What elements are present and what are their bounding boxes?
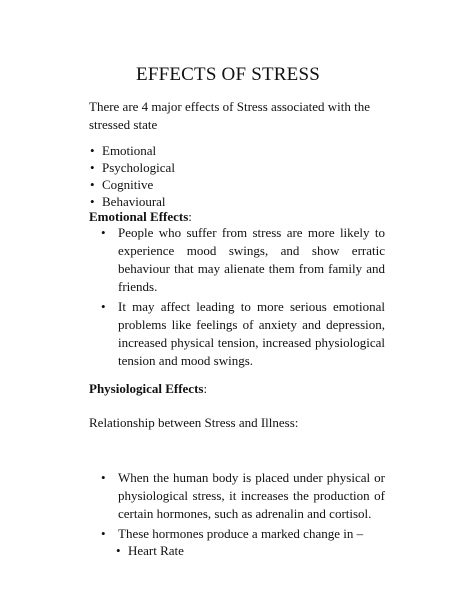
physiological-effects-heading: Physiological Effects: — [89, 381, 208, 396]
bullet-icon: • — [101, 526, 106, 541]
list-item: • People who suffer from stress are more likely to experience mood swings, and show erratic behaviour that may alienate them from family and friends. — [101, 225, 385, 294]
bullet-icon: • — [101, 470, 106, 485]
list-item: • It may affect leading to more serious emotional problems like feelings of anxiety and depression, increased physical tension, increased physiological tension and mood swings. — [101, 299, 385, 368]
bullet-icon: • — [90, 160, 95, 175]
list-item: • When the human body is placed under physical or physiological stress, it increases the production of certain hormones, such as adrenalin and cortisol. — [101, 470, 385, 521]
relationship-line: Relationship between Stress and Illness: — [89, 415, 299, 430]
list-item: • Emotional — [90, 143, 157, 158]
list-item: • Heart Rate — [116, 543, 184, 558]
major-effects-list — [90, 142, 175, 210]
bullet-icon: • — [90, 177, 95, 192]
bullet-icon: • — [90, 143, 95, 158]
emotional-effects-heading: Emotional Effects: — [89, 209, 192, 224]
bullet-icon: • — [116, 543, 121, 558]
bullet-icon: • — [101, 225, 106, 240]
intro-paragraph: There are 4 major effects of Stress associated with the stressed state — [89, 99, 370, 132]
list-item: • These hormones produce a marked change in – — [101, 526, 364, 541]
list-item: • Behavioural — [90, 194, 166, 209]
emotional-effects-list — [101, 224, 385, 372]
bullet-icon: • — [90, 194, 95, 209]
hormone-effects-sublist — [116, 542, 184, 559]
list-item: • Psychological — [90, 160, 175, 175]
page-title: EFFECTS OF STRESS — [136, 64, 320, 85]
list-item: • Cognitive — [90, 177, 154, 192]
bullet-icon: • — [101, 299, 106, 314]
physiological-effects-list — [101, 469, 385, 545]
